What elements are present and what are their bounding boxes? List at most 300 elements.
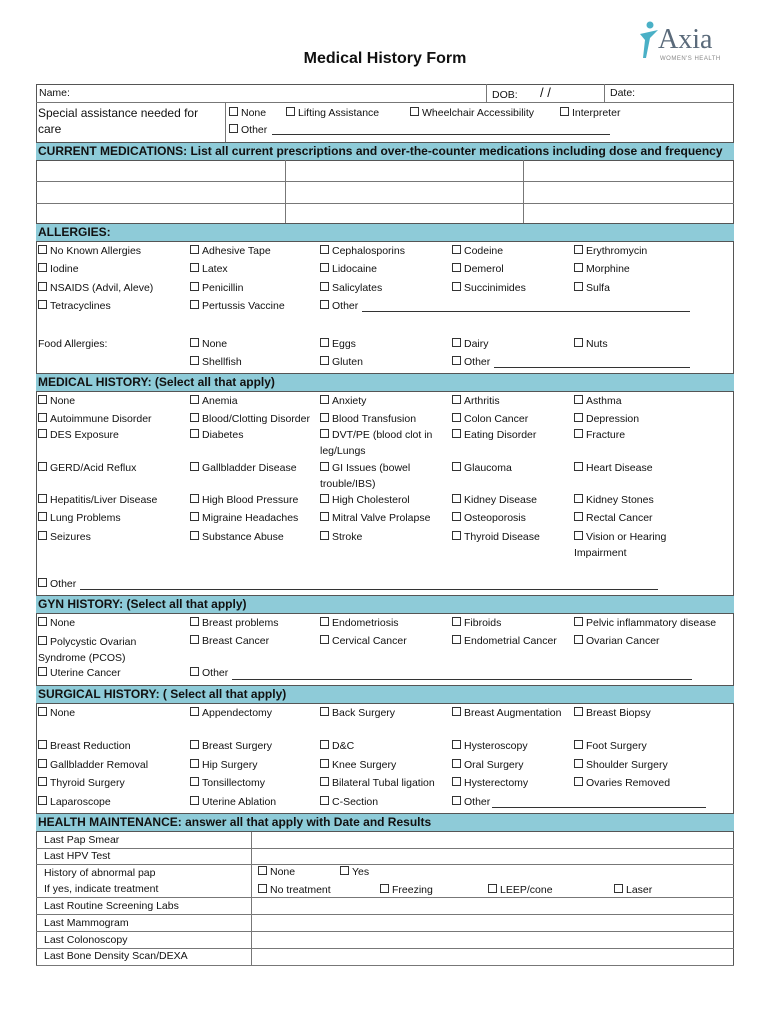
checkbox-icon[interactable] [452, 429, 461, 438]
checkbox-label: Tonsillectomy [202, 777, 266, 789]
checkbox-label: Kidney Disease [464, 494, 537, 506]
special-lifting-checkbox[interactable]: Lifting Assistance [286, 107, 379, 120]
checkbox-label: Breast Augmentation [464, 707, 562, 719]
gallbladder-removal-checkbox[interactable] [38, 759, 148, 772]
checkbox-label: No Known Allergies [50, 245, 142, 257]
checkbox-label: Ovaries Removed [586, 777, 671, 789]
checkbox-label: Heart Disease [586, 462, 653, 474]
checkbox-label: Other [464, 796, 491, 808]
checkbox-label: Substance Abuse [202, 531, 284, 543]
sulfa-checkbox[interactable] [574, 282, 610, 295]
succinimides-checkbox[interactable] [452, 282, 526, 295]
demerol-checkbox[interactable] [452, 263, 504, 276]
checkbox-label: Freezing [392, 884, 433, 896]
checkbox-label: Pertussis Vaccine [202, 300, 285, 312]
checkbox-label: Appendectomy [202, 707, 273, 719]
checkbox-label: Eggs [332, 338, 356, 350]
checkbox-label: Anemia [202, 395, 238, 407]
checkbox-icon[interactable] [38, 263, 47, 272]
kidney-disease-checkbox[interactable] [452, 494, 537, 507]
checkbox-icon[interactable] [574, 777, 583, 786]
checkbox-icon[interactable] [258, 884, 267, 893]
leep-cone-checkbox[interactable] [488, 884, 553, 897]
anemia-checkbox[interactable] [190, 395, 238, 408]
checkbox-icon[interactable] [452, 338, 461, 347]
dob-slashes[interactable]: / / [540, 85, 551, 100]
checkbox-icon[interactable] [320, 356, 329, 365]
checkbox-label: Fracture [586, 429, 626, 441]
checkbox-icon[interactable] [38, 512, 47, 521]
checkbox-label: Cervical Cancer [332, 635, 407, 647]
anxiety-checkbox[interactable] [320, 395, 366, 408]
checkbox-icon[interactable] [452, 494, 461, 503]
bilateral-tubal-ligation-checkbox[interactable] [320, 777, 435, 790]
checkbox-icon[interactable] [38, 667, 47, 676]
special-assistance-label: Special assistance needed for care [38, 106, 199, 136]
checkbox-icon[interactable] [574, 462, 583, 471]
checkbox-icon[interactable] [320, 759, 329, 768]
checkbox-icon[interactable] [38, 413, 47, 422]
checkbox-label: Other [202, 667, 229, 679]
checkbox-label: Migraine Headaches [202, 512, 299, 524]
checkbox-icon[interactable] [190, 759, 199, 768]
mitral-valve-prolapse-checkbox[interactable] [320, 512, 430, 525]
checkbox-label: Sulfa [586, 282, 610, 294]
endometrial-cancer-checkbox[interactable] [452, 635, 557, 648]
no-treatment-checkbox[interactable] [258, 884, 331, 897]
polycystic-ovarian-syndrome-pcos-checkbox[interactable] [38, 635, 163, 666]
checkbox-label: Autoimmune Disorder [50, 413, 152, 425]
checkbox-label: None [270, 866, 296, 878]
checkbox-label: Seizures [50, 531, 91, 543]
health-item-last-hpv-test: Last HPV Test [44, 850, 111, 862]
checkbox-label: Stroke [332, 531, 363, 543]
checkbox-label: Breast problems [202, 617, 279, 629]
foot-surgery-checkbox[interactable] [574, 740, 647, 753]
none-checkbox[interactable] [190, 338, 227, 351]
checkbox-icon[interactable] [190, 338, 199, 347]
allergies-header: ALLERGIES: [36, 223, 734, 242]
checkbox-label: Gluten [332, 356, 363, 368]
checkbox-icon[interactable] [452, 395, 461, 404]
checkbox-icon[interactable] [38, 245, 47, 254]
health-maintenance-header: HEALTH MAINTENANCE: answer all that apply with Date and Results [36, 813, 734, 832]
checkbox-icon[interactable] [488, 884, 497, 893]
checkbox-icon[interactable] [38, 759, 47, 768]
eggs-checkbox[interactable] [320, 338, 356, 351]
checkbox-label: DES Exposure [50, 429, 119, 441]
checkbox-icon[interactable] [574, 395, 583, 404]
checkbox-icon[interactable] [190, 429, 199, 438]
checkbox-label: Bilateral Tubal ligation [332, 777, 435, 789]
checkbox-icon[interactable] [452, 462, 461, 471]
nsaids-advil-aleve-checkbox[interactable] [38, 282, 153, 295]
gluten-checkbox[interactable] [320, 356, 363, 369]
hepatitis-liver-disease-checkbox[interactable] [38, 494, 157, 507]
checkbox-icon[interactable] [190, 263, 199, 272]
logo-name: Axia [658, 24, 713, 55]
checkbox-icon[interactable] [190, 245, 199, 254]
fibroids-checkbox[interactable] [452, 617, 501, 630]
depression-checkbox[interactable] [574, 413, 639, 426]
checkbox-icon[interactable] [320, 245, 329, 254]
checkbox-icon[interactable] [38, 300, 47, 309]
breast-surgery-checkbox[interactable] [190, 740, 272, 753]
vision-or-hearing-impairment-checkbox[interactable] [574, 530, 699, 561]
gi-issues-bowel-trouble-ibs-checkbox[interactable] [320, 461, 445, 492]
checkbox-icon[interactable] [38, 282, 47, 291]
cephalosporins-checkbox[interactable] [320, 245, 405, 258]
arthritis-checkbox[interactable] [452, 395, 500, 408]
knee-surgery-checkbox[interactable] [320, 759, 396, 772]
seizures-checkbox[interactable] [38, 531, 91, 544]
checkbox-icon[interactable] [574, 759, 583, 768]
checkbox-icon[interactable] [574, 413, 583, 422]
checkbox-label: Shoulder Surgery [586, 759, 668, 771]
checkbox-label: Laparoscope [50, 796, 111, 808]
pertussis-vaccine-checkbox[interactable] [190, 300, 285, 313]
checkbox-label: Anxiety [332, 395, 367, 407]
health-item-last-mammogram: Last Mammogram [44, 917, 129, 929]
checkbox-label: Glaucoma [464, 462, 512, 474]
checkbox-icon[interactable] [190, 512, 199, 521]
laparoscope-checkbox[interactable] [38, 796, 111, 809]
checkbox-icon[interactable] [452, 413, 461, 422]
health-item-history-of-abnormal-pap: History of abnormal pap [44, 867, 156, 879]
checkbox-icon[interactable] [190, 462, 199, 471]
checkbox-icon[interactable] [320, 300, 329, 309]
osteoporosis-checkbox[interactable] [452, 512, 526, 525]
checkbox-icon[interactable] [320, 796, 329, 805]
iodine-checkbox[interactable] [38, 263, 79, 276]
heart-disease-checkbox[interactable] [574, 462, 653, 475]
checkbox-icon[interactable] [574, 740, 583, 749]
checkbox-label: Latex [202, 263, 228, 275]
checkbox-icon[interactable] [320, 531, 329, 540]
checkbox-label: Thyroid Disease [464, 531, 540, 543]
checkbox-icon[interactable] [190, 395, 199, 404]
checkbox-label: Arthritis [464, 395, 500, 407]
breast-problems-checkbox[interactable] [190, 617, 278, 630]
hysterectomy-checkbox[interactable] [452, 777, 528, 790]
checkbox-label: Polycystic Ovarian Syndrome (PCOS) [38, 636, 137, 664]
checkbox-label: Knee Surgery [332, 759, 397, 771]
checkbox-label: Other [332, 300, 359, 312]
checkbox-label: Depression [586, 413, 640, 425]
diabetes-checkbox[interactable] [190, 429, 243, 442]
checkbox-label: Iodine [50, 263, 79, 275]
autoimmune-disorder-checkbox[interactable] [38, 413, 152, 426]
checkbox-icon[interactable] [38, 796, 47, 805]
checkbox-label: High Cholesterol [332, 494, 410, 506]
ovarian-cancer-checkbox[interactable] [574, 635, 660, 648]
checkbox-icon[interactable] [258, 866, 267, 875]
shellfish-checkbox[interactable] [190, 356, 242, 369]
checkbox-icon[interactable] [320, 617, 329, 626]
special-other-checkbox[interactable]: Other [229, 124, 267, 137]
checkbox-label: Pelvic inflammatory disease [586, 617, 717, 629]
checkbox-label: Demerol [464, 263, 504, 275]
dairy-checkbox[interactable] [452, 338, 489, 351]
checkbox-label: Uterine Ablation [202, 796, 277, 808]
morphine-checkbox[interactable] [574, 263, 630, 276]
checkbox-icon[interactable] [574, 245, 583, 254]
checkbox-label: Mitral Valve Prolapse [332, 512, 431, 524]
health-item-last-pap-smear: Last Pap Smear [44, 834, 120, 846]
checkbox-icon[interactable] [320, 635, 329, 644]
checkbox-icon[interactable] [574, 635, 583, 644]
oral-surgery-checkbox[interactable] [452, 759, 524, 772]
checkbox-label: Oral Surgery [464, 759, 524, 771]
other-checkbox[interactable] [452, 356, 490, 369]
checkbox-icon[interactable] [574, 338, 583, 347]
erythromycin-checkbox[interactable] [574, 245, 647, 258]
checkbox-icon[interactable] [452, 777, 461, 786]
checkbox-icon[interactable] [574, 707, 583, 716]
checkbox-icon[interactable] [452, 740, 461, 749]
d-c-checkbox[interactable] [320, 740, 354, 753]
substance-abuse-checkbox[interactable] [190, 531, 284, 544]
food-allergies-label: Food Allergies: [38, 338, 108, 350]
checkbox-label: DVT/PE (blood clot in leg/Lungs [320, 429, 433, 457]
checkbox-icon[interactable] [574, 282, 583, 291]
checkbox-icon[interactable] [574, 263, 583, 272]
checkbox-icon[interactable] [452, 512, 461, 521]
checkbox-icon[interactable] [38, 740, 47, 749]
checkbox-icon[interactable] [38, 707, 47, 716]
checkbox-label: Diabetes [202, 429, 244, 441]
gyn-history-header: GYN HISTORY: (Select all that apply) [36, 595, 734, 614]
uterine-ablation-checkbox[interactable] [190, 796, 276, 809]
codeine-checkbox[interactable] [452, 245, 503, 258]
checkbox-icon[interactable] [190, 531, 199, 540]
checkbox-label: Gallbladder Disease [202, 462, 297, 474]
checkbox-icon[interactable] [320, 413, 329, 422]
checkbox-icon[interactable] [320, 338, 329, 347]
medications-header: CURRENT MEDICATIONS: List all current prescriptions and over-the-counter medications including dose and frequency [36, 142, 734, 161]
checkbox-label: LEEP/cone [500, 884, 553, 896]
kidney-stones-checkbox[interactable] [574, 494, 654, 507]
high-blood-pressure-checkbox[interactable] [190, 494, 298, 507]
checkbox-label: Salicylates [332, 282, 383, 294]
migraine-headaches-checkbox[interactable] [190, 512, 298, 525]
other-checkbox[interactable] [190, 667, 228, 680]
checkbox-icon[interactable] [320, 282, 329, 291]
cervical-cancer-checkbox[interactable] [320, 635, 407, 648]
back-surgery-checkbox[interactable] [320, 707, 395, 720]
colon-cancer-checkbox[interactable] [452, 413, 528, 426]
checkbox-icon[interactable] [320, 707, 329, 716]
c-section-checkbox[interactable] [320, 796, 378, 809]
checkbox-icon[interactable] [320, 512, 329, 521]
rectal-cancer-checkbox[interactable] [574, 512, 653, 525]
checkbox-icon[interactable] [320, 494, 329, 503]
checkbox-icon[interactable] [574, 531, 583, 540]
asthma-checkbox[interactable] [574, 395, 622, 408]
checkbox-icon[interactable] [380, 884, 389, 893]
form-border [36, 84, 734, 966]
checkbox-icon[interactable] [190, 777, 199, 786]
blood-clotting-disorder-checkbox[interactable] [190, 413, 310, 426]
date-label: Date: [610, 87, 636, 99]
eating-disorder-checkbox[interactable] [452, 429, 536, 442]
laser-checkbox[interactable] [614, 884, 652, 897]
checkbox-icon[interactable] [452, 759, 461, 768]
checkbox-label: Lung Problems [50, 512, 121, 524]
lidocaine-checkbox[interactable] [320, 263, 377, 276]
checkbox-icon[interactable] [38, 462, 47, 471]
checkbox-icon[interactable] [574, 494, 583, 503]
checkbox-icon[interactable] [38, 429, 47, 438]
checkbox-icon[interactable] [452, 531, 461, 540]
tonsillectomy-checkbox[interactable] [190, 777, 265, 790]
checkbox-icon[interactable] [190, 617, 199, 626]
none-checkbox[interactable] [38, 707, 75, 720]
checkbox-icon[interactable] [190, 635, 199, 644]
adhesive-tape-checkbox[interactable] [190, 245, 271, 258]
checkbox-icon[interactable] [452, 356, 461, 365]
checkbox-icon[interactable] [38, 531, 47, 540]
hysteroscopy-checkbox[interactable] [452, 740, 528, 753]
checkbox-icon[interactable] [38, 777, 47, 786]
checkbox-icon[interactable] [190, 356, 199, 365]
none-checkbox[interactable] [258, 866, 295, 879]
blood-transfusion-checkbox[interactable] [320, 413, 416, 426]
checkbox-icon[interactable] [452, 707, 461, 716]
checkbox-icon[interactable] [452, 617, 461, 626]
checkbox-label: Breast Surgery [202, 740, 273, 752]
glaucoma-checkbox[interactable] [452, 462, 512, 475]
checkbox-icon[interactable] [190, 707, 199, 716]
breast-reduction-checkbox[interactable] [38, 740, 131, 753]
none-checkbox[interactable] [38, 617, 75, 630]
checkbox-label: Nuts [586, 338, 608, 350]
penicillin-checkbox[interactable] [190, 282, 243, 295]
uterine-cancer-checkbox[interactable] [38, 667, 121, 680]
checkbox-label: GERD/Acid Reflux [50, 462, 137, 474]
checkbox-icon[interactable] [614, 884, 623, 893]
checkbox-label: Osteoporosis [464, 512, 526, 524]
medical-history-header: MEDICAL HISTORY: (Select all that apply) [36, 373, 734, 392]
salicylates-checkbox[interactable] [320, 282, 382, 295]
checkbox-icon[interactable] [38, 636, 47, 645]
health-item-last-routine-screening-labs: Last Routine Screening Labs [44, 900, 179, 912]
checkbox-label: Hepatitis/Liver Disease [50, 494, 158, 506]
latex-checkbox[interactable] [190, 263, 228, 276]
checkbox-icon[interactable] [190, 740, 199, 749]
checkbox-icon[interactable] [190, 413, 199, 422]
checkbox-icon[interactable] [320, 429, 329, 438]
checkbox-icon[interactable] [574, 429, 583, 438]
checkbox-label: D&C [332, 740, 355, 752]
nuts-checkbox[interactable] [574, 338, 608, 351]
page-title: Medical History Form [303, 50, 467, 67]
hip-surgery-checkbox[interactable] [190, 759, 257, 772]
checkbox-icon[interactable] [190, 667, 199, 676]
checkbox-icon[interactable] [190, 796, 199, 805]
checkbox-icon[interactable] [38, 395, 47, 404]
none-checkbox[interactable] [38, 395, 75, 408]
checkbox-icon[interactable] [452, 263, 461, 272]
medical-other-checkbox[interactable]: Other [38, 578, 76, 591]
checkbox-icon[interactable] [452, 245, 461, 254]
tetracyclines-checkbox[interactable] [38, 300, 111, 313]
checkbox-icon[interactable] [38, 494, 47, 503]
fracture-checkbox[interactable] [574, 429, 625, 442]
special-wheelchair-checkbox[interactable]: Wheelchair Accessibility [410, 107, 534, 120]
checkbox-label: None [50, 707, 76, 719]
checkbox-label: Gallbladder Removal [50, 759, 149, 771]
checkbox-label: GI Issues (bowel trouble/IBS) [320, 462, 411, 490]
checkbox-label: Blood Transfusion [332, 413, 417, 425]
checkbox-label: Breast Cancer [202, 635, 270, 647]
checkbox-icon[interactable] [190, 300, 199, 309]
checkbox-icon[interactable] [452, 796, 461, 805]
checkbox-label: Other [464, 356, 491, 368]
checkbox-icon[interactable] [452, 635, 461, 644]
checkbox-label: NSAIDS (Advil, Aleve) [50, 282, 154, 294]
gerd-acid-reflux-checkbox[interactable] [38, 462, 136, 475]
high-cholesterol-checkbox[interactable] [320, 494, 410, 507]
stroke-checkbox[interactable] [320, 531, 362, 544]
lung-problems-checkbox[interactable] [38, 512, 121, 525]
checkbox-icon[interactable] [320, 263, 329, 272]
checkbox-label: Tetracyclines [50, 300, 111, 312]
other-checkbox[interactable] [452, 796, 490, 809]
checkbox-icon[interactable] [320, 395, 329, 404]
checkbox-icon[interactable] [320, 462, 329, 471]
checkbox-icon[interactable] [190, 282, 199, 291]
checkbox-label: None [50, 617, 76, 629]
appendectomy-checkbox[interactable] [190, 707, 272, 720]
special-interpreter-checkbox[interactable]: Interpreter [560, 107, 620, 120]
checkbox-label: High Blood Pressure [202, 494, 299, 506]
other-checkbox[interactable] [320, 300, 358, 313]
dvt-pe-blood-clot-in-leg-lungs-checkbox[interactable] [320, 428, 445, 459]
pelvic-inflammatory-disease-checkbox[interactable] [574, 617, 716, 630]
checkbox-label: Laser [626, 884, 653, 896]
logo [636, 18, 736, 64]
checkbox-label: C-Section [332, 796, 379, 808]
checkbox-icon[interactable] [574, 512, 583, 521]
des-exposure-checkbox[interactable] [38, 429, 119, 442]
checkbox-icon[interactable] [320, 777, 329, 786]
ovaries-removed-checkbox[interactable] [574, 777, 670, 790]
checkbox-icon[interactable] [340, 866, 349, 875]
checkbox-icon[interactable] [190, 494, 199, 503]
checkbox-icon[interactable] [320, 740, 329, 749]
checkbox-icon[interactable] [452, 282, 461, 291]
breast-augmentation-checkbox[interactable] [452, 706, 562, 722]
shoulder-surgery-checkbox[interactable] [574, 759, 668, 772]
checkbox-icon[interactable] [38, 617, 47, 626]
checkbox-label: Breast Reduction [50, 740, 131, 752]
thyroid-disease-checkbox[interactable] [452, 531, 540, 544]
endometriosis-checkbox[interactable] [320, 617, 399, 630]
freezing-checkbox[interactable] [380, 884, 433, 897]
breast-cancer-checkbox[interactable] [190, 635, 269, 648]
thyroid-surgery-checkbox[interactable] [38, 777, 125, 790]
special-none-checkbox[interactable]: None [229, 107, 266, 120]
checkbox-label: Shellfish [202, 356, 242, 368]
no-known-allergies-checkbox[interactable] [38, 245, 141, 258]
gallbladder-disease-checkbox[interactable] [190, 462, 297, 475]
checkbox-icon[interactable] [574, 617, 583, 626]
checkbox-label: Fibroids [464, 617, 502, 629]
breast-biopsy-checkbox[interactable] [574, 707, 651, 720]
checkbox-label: Succinimides [464, 282, 526, 294]
yes-checkbox[interactable] [340, 866, 369, 879]
